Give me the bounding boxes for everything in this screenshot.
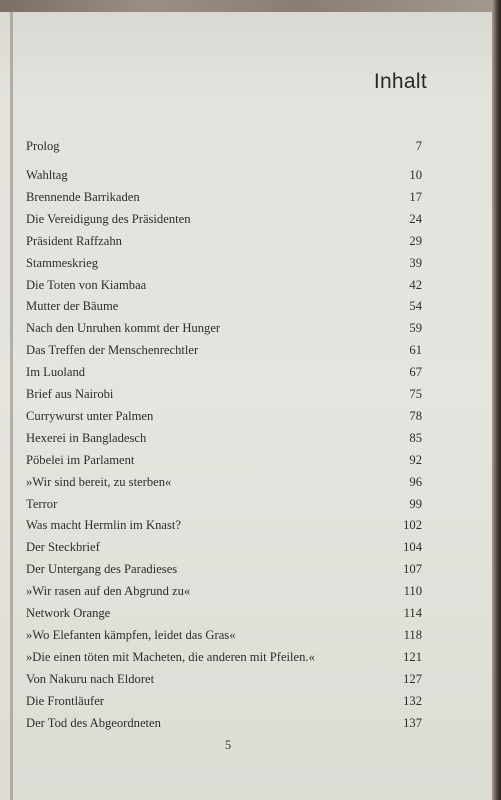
toc-entry-page: 85 (409, 430, 422, 445)
toc-entry-title: Hexerei in Bangladesch (26, 430, 147, 445)
toc-row (26, 628, 422, 650)
toc-entry-page: 92 (409, 452, 422, 467)
toc-entry-page: 102 (403, 518, 422, 533)
toc-row (26, 387, 422, 409)
toc-row (26, 299, 422, 321)
page-right-edge (492, 0, 501, 800)
toc-entry-page: 42 (409, 277, 422, 292)
toc-entry-title: Präsident Raffzahn (26, 233, 122, 248)
toc-entry-title: Currywurst unter Palmen (26, 408, 154, 423)
toc-row (26, 672, 422, 694)
toc-entry-page: 110 (403, 584, 422, 599)
toc-entry-page: 59 (409, 321, 422, 336)
toc-entry-title: Terror (26, 496, 58, 511)
toc-entry-page: 127 (403, 671, 422, 686)
toc-entry-title: Wahltag (26, 168, 68, 182)
toc-entry-title: Der Tod des Abgeordneten (26, 715, 161, 730)
toc-entry-title: Was macht Hermlin im Knast? (26, 518, 181, 533)
toc-row (26, 497, 422, 519)
toc-entry-page: 118 (403, 627, 422, 642)
toc-row (26, 278, 422, 300)
toc-row (26, 606, 422, 628)
page-title: Inhalt (373, 70, 427, 93)
toc-entry-page: 67 (409, 365, 422, 380)
toc-entry-page: 96 (409, 474, 422, 489)
toc-entry-title: Network Orange (26, 606, 111, 620)
toc-entry-title: »Wir sind bereit, zu sterben« (26, 474, 172, 489)
toc-entry-title: »Wir rasen auf den Abgrund zu« (26, 584, 191, 599)
toc-entry-page: 29 (409, 233, 422, 248)
toc-entry-page: 75 (409, 387, 422, 401)
toc-entry-page: 137 (403, 715, 422, 730)
toc-entry-title: Der Steckbrief (26, 540, 100, 555)
toc-row (26, 694, 422, 716)
toc-row (26, 518, 422, 540)
toc-entry-page: 17 (409, 189, 422, 204)
toc-entry-page: 104 (403, 540, 422, 555)
toc-row (26, 562, 422, 584)
toc-row (26, 716, 422, 738)
toc-entry-title: Pöbelei im Parlament (26, 452, 135, 467)
toc-row (26, 212, 422, 234)
toc-entry-page: 107 (403, 562, 422, 577)
toc-row (26, 453, 422, 475)
toc-row (26, 540, 422, 562)
toc-entry-title: Die Toten von Kiambaa (26, 277, 147, 292)
toc-row (26, 650, 422, 672)
toc-entry-page: 121 (403, 649, 422, 664)
toc-entry-page: 54 (409, 299, 422, 314)
toc-entry-page: 114 (403, 606, 422, 620)
toc-row (26, 431, 422, 453)
toc-entry-title: Brennende Barrikaden (26, 189, 140, 204)
toc-entry-title: Von Nakuru nach Eldoret (26, 671, 155, 686)
toc-row (26, 365, 422, 387)
toc-entry-title: Im Luoland (26, 365, 86, 380)
toc-entry-page: 7 (415, 139, 422, 153)
toc-row-prolog (26, 139, 422, 161)
toc-entry-title: Die Vereidigung des Präsidenten (26, 211, 191, 226)
toc-entry-page: 61 (409, 343, 422, 358)
toc-entry-title: Mutter der Bäume (26, 299, 119, 314)
toc-row (26, 234, 422, 256)
toc-row (26, 343, 422, 365)
toc-entry-title: Brief aus Nairobi (26, 387, 114, 401)
toc-row (26, 190, 422, 212)
toc-row (26, 409, 422, 431)
toc-entry-title: »Wo Elefanten kämpfen, leidet das Gras« (26, 627, 236, 642)
toc-row (26, 584, 422, 606)
toc-entry-title: Das Treffen der Menschenrechtler (26, 343, 199, 358)
page-number: 5 (224, 738, 232, 752)
toc-entry-page: 24 (409, 211, 422, 226)
toc-row (26, 256, 422, 278)
toc-entry-page: 78 (409, 408, 422, 423)
toc-row (26, 168, 422, 190)
toc-entry-title: »Die einen töten mit Macheten, die anderen mit Pfeilen.« (26, 649, 315, 664)
toc-entry-title: Prolog (26, 139, 60, 153)
toc-row (26, 475, 422, 497)
toc-entry-page: 132 (403, 693, 422, 708)
toc-entry-title: Der Untergang des Paradieses (26, 562, 178, 577)
toc-row (26, 321, 422, 343)
toc-entry-title: Nach den Unruhen kommt der Hunger (26, 321, 221, 336)
page-top-strip (0, 0, 501, 12)
toc-entry-title: Stammeskrieg (26, 255, 99, 270)
page-left-edge (10, 10, 13, 800)
toc-entry-page: 39 (409, 255, 422, 270)
toc-entry-page: 10 (409, 168, 422, 182)
toc-entry-page: 99 (409, 496, 422, 511)
toc-entry-title: Die Frontläufer (26, 693, 104, 708)
